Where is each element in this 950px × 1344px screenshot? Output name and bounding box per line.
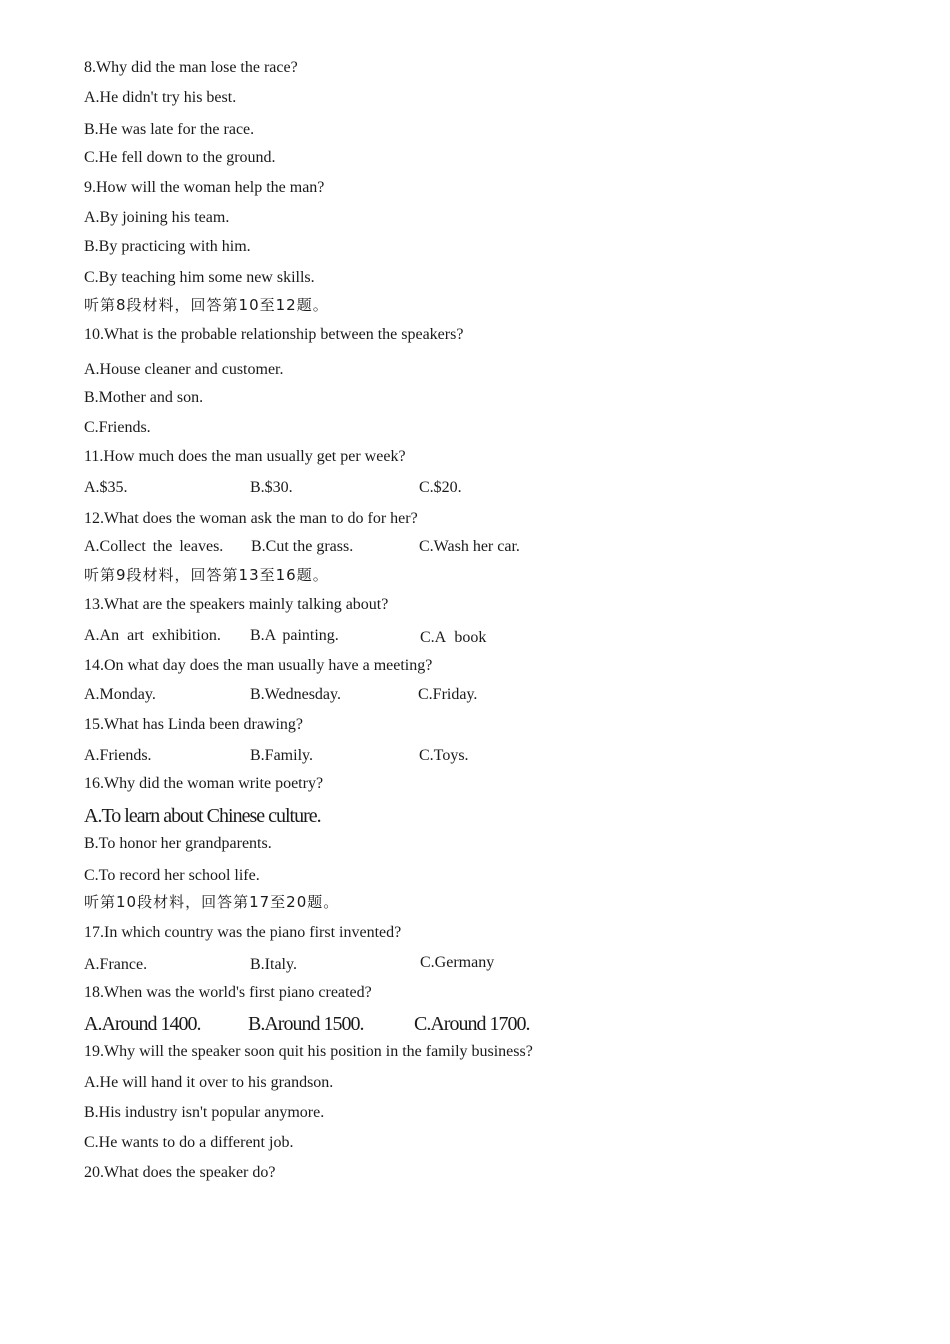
question-15: 15.What has Linda been drawing? — [84, 716, 304, 733]
question-19: 19.Why will the speaker soon quit his position in the family business? — [84, 1043, 533, 1060]
q19-option-c: C.He wants to do a different job. — [84, 1134, 294, 1151]
question-9: 9.How will the woman help the man? — [84, 179, 325, 196]
q10-option-a: A.House cleaner and customer. — [84, 361, 284, 378]
question-13: 13.What are the speakers mainly talking about? — [84, 596, 389, 613]
q8-option-c: C.He fell down to the ground. — [84, 149, 276, 166]
q8-option-a: A.He didn't try his best. — [84, 89, 237, 106]
q16-option-c: C.To record her school life. — [84, 867, 260, 884]
q12-option-a: A.Collect the leaves. — [84, 538, 224, 555]
question-8: 8.Why did the man lose the race? — [84, 59, 298, 76]
q11-option-c: C.$20. — [419, 479, 462, 496]
q9-option-c: C.By teaching him some new skills. — [84, 269, 315, 286]
section-heading-9: 听第9段材料，回答第13至16题。 — [84, 566, 329, 584]
q15-option-a: A.Friends. — [84, 747, 152, 764]
q13-option-a: A.An art exhibition. — [84, 627, 221, 644]
question-12: 12.What does the woman ask the man to do for her? — [84, 510, 418, 527]
q11-option-a: A.$35. — [84, 479, 128, 496]
question-14: 14.On what day does the man usually have a meeting? — [84, 657, 433, 674]
q19-option-a: A.He will hand it over to his grandson. — [84, 1074, 334, 1091]
q14-option-a: A.Monday. — [84, 686, 156, 703]
q9-option-b: B.By practicing with him. — [84, 238, 251, 255]
section-heading-8: 听第8段材料，回答第10至12题。 — [84, 296, 329, 314]
q16-option-a: A.To learn about Chinese culture. — [84, 805, 321, 827]
q12-option-b: B.Cut the grass. — [251, 538, 354, 555]
question-11: 11.How much does the man usually get per week? — [84, 448, 406, 465]
q10-option-c: C.Friends. — [84, 419, 151, 436]
q17-option-a: A.France. — [84, 956, 148, 973]
question-20: 20.What does the speaker do? — [84, 1164, 276, 1181]
q11-option-b: B.$30. — [250, 479, 293, 496]
q18-option-a: A.Around 1400. — [84, 1013, 201, 1035]
q16-option-b: B.To honor her grandparents. — [84, 835, 272, 852]
question-10: 10.What is the probable relationship between the speakers? — [84, 326, 464, 343]
q18-option-c: C.Around 1700. — [414, 1013, 530, 1035]
question-18: 18.When was the world's first piano created? — [84, 984, 372, 1001]
q13-option-b: B.A painting. — [250, 627, 339, 644]
q8-option-b: B.He was late for the race. — [84, 121, 255, 138]
q12-option-c: C.Wash her car. — [419, 538, 520, 555]
q14-option-b: B.Wednesday. — [250, 686, 341, 703]
q15-option-b: B.Family. — [250, 747, 313, 764]
q19-option-b: B.His industry isn't popular anymore. — [84, 1104, 325, 1121]
q13-option-c: C.A book — [420, 629, 487, 646]
q17-option-c: C.Germany — [420, 954, 495, 971]
q15-option-c: C.Toys. — [419, 747, 469, 764]
question-16: 16.Why did the woman write poetry? — [84, 775, 324, 792]
q18-option-b: B.Around 1500. — [248, 1013, 364, 1035]
q14-option-c: C.Friday. — [418, 686, 478, 703]
q17-option-b: B.Italy. — [250, 956, 297, 973]
question-17: 17.In which country was the piano first invented? — [84, 924, 402, 941]
q9-option-a: A.By joining his team. — [84, 209, 230, 226]
q10-option-b: B.Mother and son. — [84, 389, 204, 406]
section-heading-10: 听第10段材料，回答第17至20题。 — [84, 893, 340, 911]
